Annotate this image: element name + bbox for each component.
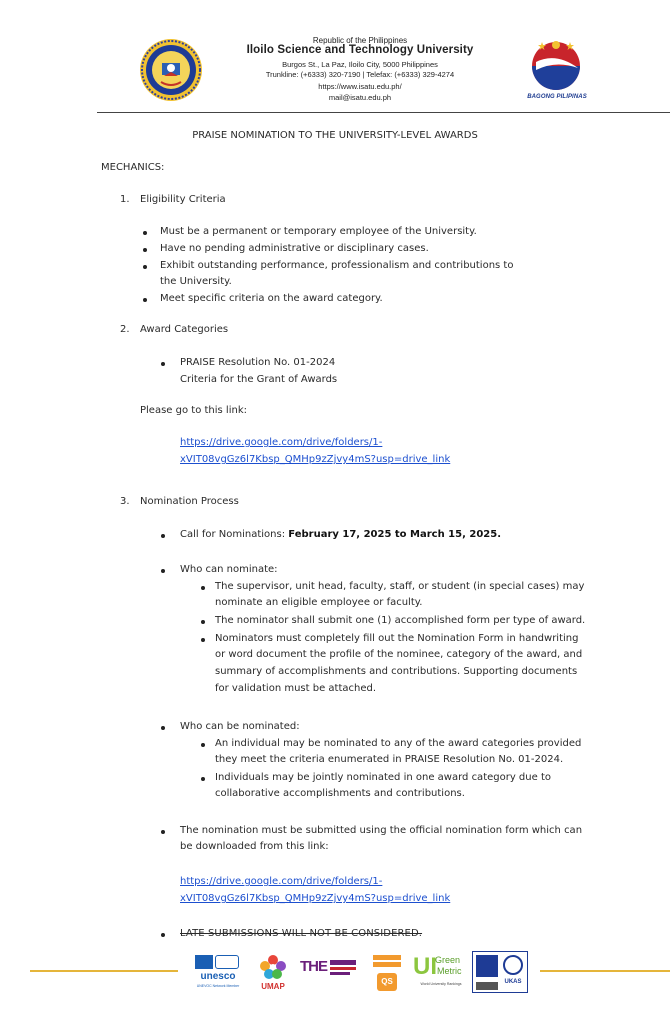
header-republic: Republic of the Philippines	[312, 36, 408, 45]
nominator-item-continued: for validation must be attached.	[215, 683, 377, 694]
nominee-item: An individual may be nominated to any of the award categories provided	[215, 738, 582, 749]
bullet-icon	[201, 586, 205, 590]
bullet-icon	[201, 638, 205, 642]
unevoc-badge-icon	[215, 955, 239, 969]
mechanics-label: MECHANICS:	[101, 162, 165, 173]
bullet-icon	[161, 362, 165, 366]
the-impact-bar-icon	[330, 960, 356, 965]
ukas-certification-logo	[472, 951, 528, 993]
nominee-item: Individuals may be jointly nominated in one award category due to	[215, 772, 551, 783]
call-label: Call for Nominations:	[180, 529, 289, 540]
nomination-form-link-continued[interactable]: xVIT08vgGz6l7Kbsp_QMHp9zZjvy4mS?usp=drive_link	[180, 893, 451, 904]
ukas-crown-icon	[503, 955, 523, 975]
header-divider	[97, 112, 670, 113]
bullet-icon	[143, 248, 147, 252]
nominator-item-continued: or word document the profile of the nominee, category of the award, and	[215, 649, 583, 660]
bullet-icon	[143, 265, 147, 269]
ukas-wordmark: UKAS	[504, 979, 522, 985]
bagong-pilipinas-logo	[528, 36, 584, 92]
nomination-form-instruction: The nomination must be submitted using the official nomination form which can	[180, 825, 583, 836]
footer-accent-line-left	[30, 970, 178, 972]
bullet-icon	[161, 830, 165, 834]
nominator-item: The nominator shall submit one (1) accomplished form per type of award.	[215, 615, 586, 626]
eligibility-item: Have no pending administrative or disciplinary cases.	[160, 243, 429, 254]
unesco-temple-icon	[195, 955, 213, 969]
nomination-form-link[interactable]: https://drive.google.com/drive/folders/1-	[180, 876, 383, 887]
greenmetric-subtitle: World University Rankings	[420, 982, 462, 986]
bagong-pilipinas-caption: BAGONG PILIPINAS	[527, 94, 587, 100]
header-address: Burgos St., La Paz, Iloilo City, 5000 Philippines	[282, 60, 438, 69]
nominator-item: Nominators must completely fill out the Nomination Form in handwriting	[215, 633, 579, 644]
call-dates: February 17, 2025 to March 15, 2025.	[288, 529, 502, 540]
bullet-icon	[161, 933, 165, 937]
eligibility-item: Exhibit outstanding performance, professionalism and contributions to	[160, 260, 514, 271]
who-can-nominate: Who can nominate:	[180, 564, 278, 575]
eligibility-item: Must be a permanent or temporary employee of the University.	[160, 226, 477, 237]
section-3-number: 3.	[120, 496, 130, 507]
section-2-number: 2.	[120, 324, 130, 335]
greenmetric-green: Green	[435, 955, 461, 965]
call-for-nominations	[180, 527, 501, 544]
qs-stars-logo	[371, 953, 403, 993]
the-impact-bar-icon	[330, 972, 350, 975]
header-trunkline: Trunkline: (+6333) 320-7190 | Telefax: (+6333) 329-4274	[265, 70, 455, 79]
nominator-item: The supervisor, unit head, faculty, staff, or student (in special cases) may	[215, 581, 585, 592]
eligibility-item-continued: the University.	[160, 276, 232, 287]
award-category-resolution: PRAISE Resolution No. 01-2024	[180, 357, 336, 368]
qs-stars-bar-icon	[373, 962, 401, 967]
who-can-be-nominated: Who can be nominated:	[180, 721, 300, 732]
umap-wordmark: UMAP	[261, 982, 285, 991]
the-wordmark: THE	[300, 958, 327, 975]
award-categories-link[interactable]: https://drive.google.com/drive/folders/1-	[180, 437, 383, 448]
bullet-icon	[201, 620, 205, 624]
ui-wordmark: UI	[413, 953, 437, 980]
section-1-heading: Eligibility Criteria	[140, 194, 226, 205]
nominator-item-continued: nominate an eligible employee or faculty.	[215, 597, 423, 608]
greenmetric-metric: Metric	[437, 966, 462, 976]
nomination-form-instruction-continued: be downloaded from this link:	[180, 841, 329, 852]
nominator-item-continued: summary of accomplishments and contributions. Supporting documents	[215, 666, 578, 677]
the-impact-bar-icon	[330, 967, 356, 970]
iso-badge-icon	[476, 955, 498, 977]
the-rankings-logo	[300, 958, 358, 980]
award-categories-link-continued[interactable]: xVIT08vgGz6l7Kbsp_QMHp9zZjvy4mS?usp=drive_link	[180, 454, 451, 465]
section-3-heading: Nomination Process	[140, 496, 239, 507]
isatu-seal-logo	[139, 38, 203, 102]
link-intro: Please go to this link:	[140, 405, 247, 416]
bullet-icon	[143, 231, 147, 235]
section-1-number: 1.	[120, 194, 130, 205]
eligibility-item: Meet specific criteria on the award category.	[160, 293, 383, 304]
unesco-logo	[193, 953, 243, 993]
umap-flower-icon	[255, 952, 291, 982]
ui-greenmetric-logo	[413, 951, 469, 993]
document-title: PRAISE NOMINATION TO THE UNIVERSITY-LEVEL AWARDS	[192, 130, 478, 141]
bullet-icon	[201, 777, 205, 781]
header-university-name: Iloilo Science and Technology University	[246, 44, 474, 56]
bullet-icon	[161, 534, 165, 538]
footer-accent-line-right	[540, 970, 670, 972]
qs-wordmark: QS	[381, 977, 393, 986]
qs-stars-bar-icon	[373, 955, 401, 960]
header-email[interactable]: mail@isatu.edu.ph	[328, 93, 392, 102]
bullet-icon	[201, 743, 205, 747]
unesco-subtitle: UNEVOC Network Member	[196, 984, 240, 988]
header-website[interactable]: https://www.isatu.edu.ph/	[318, 82, 402, 91]
late-submission-notice: LATE SUBMISSIONS WILL NOT BE CONSIDERED.	[180, 928, 423, 939]
unesco-wordmark: unesco	[200, 971, 236, 982]
iso-label-icon	[476, 982, 498, 990]
section-2-heading: Award Categories	[140, 324, 229, 335]
nominee-item-continued: they meet the criteria enumerated in PRAISE Resolution No. 01-2024.	[215, 754, 564, 765]
umap-logo	[255, 952, 291, 994]
nominee-item-continued: collaborative accomplishments and contributions.	[215, 788, 465, 799]
award-category-criteria: Criteria for the Grant of Awards	[180, 374, 338, 385]
bullet-icon	[143, 298, 147, 302]
bullet-icon	[161, 569, 165, 573]
bullet-icon	[161, 726, 165, 730]
